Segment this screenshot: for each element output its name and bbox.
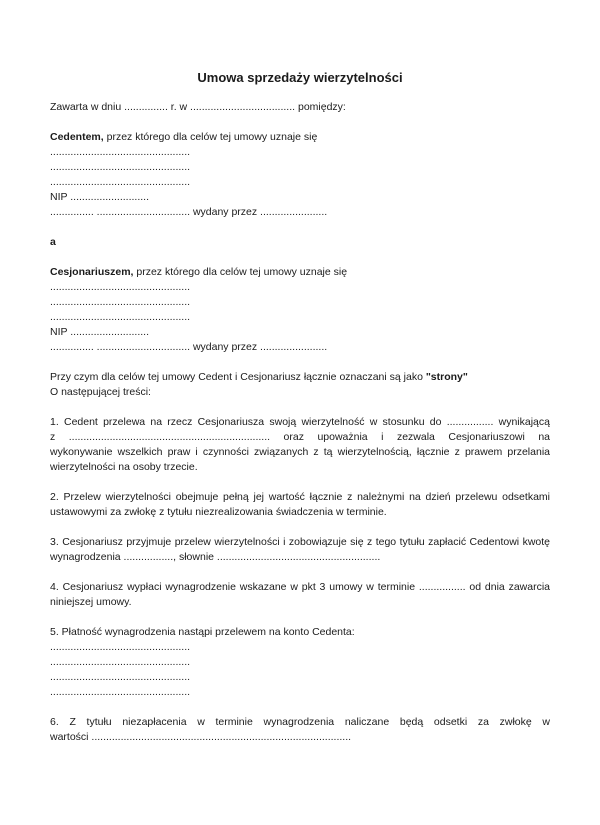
clause-3-line: 3. Cesjonariusz przyjmuje przelew wierzytelności i zobowiązuje się z tego tytułu zapłacić Cedentowi kwotę bbox=[50, 536, 550, 548]
cedent-label-rest: przez którego dla celów tej umowy uznaje się bbox=[103, 131, 318, 143]
clause-2 bbox=[50, 490, 550, 520]
clause-6-line: 6. Z tytułu niezapłacenia w terminie wynagrodzenia naliczane będą odsetki za zwłokę w bbox=[50, 716, 550, 728]
cedent-section bbox=[50, 130, 550, 220]
intro-line: Zawarta w dniu ............... r. w .................................... pomiędzy: bbox=[50, 101, 346, 113]
cesjonariusz-id-line: ............... ................................ wydany przez ....................... bbox=[50, 341, 328, 353]
clause-6 bbox=[50, 715, 550, 745]
cesjonariusz-label: Cesjonariuszem, bbox=[50, 266, 134, 278]
contract-content bbox=[50, 70, 550, 745]
parties-separator: a bbox=[50, 236, 56, 248]
clause-1-line: wierzytelności na osoby trzecie. bbox=[50, 461, 198, 473]
cesjonariusz-nip-line: NIP ........................... bbox=[50, 326, 149, 338]
clause-1 bbox=[50, 415, 550, 475]
cedent-fill-line: ................................................ bbox=[50, 146, 191, 158]
clause-2-line: ustawowymi za zwłokę z tytułu niezrealizowania świadczenia w terminie. bbox=[50, 506, 387, 518]
cedent-fill-line: ................................................ bbox=[50, 176, 191, 188]
clause-3 bbox=[50, 535, 550, 565]
clause-5-heading: 5. Płatność wynagrodzenia nastąpi przelewem na konto Cedenta: bbox=[50, 626, 355, 638]
joint-designation-line bbox=[50, 370, 550, 385]
account-fill-line: ................................................ bbox=[50, 671, 191, 683]
clause-1-line: z ..................................................................... oraz upoważnia i zezwala Cesjonariuszowi na bbox=[50, 431, 550, 443]
clause-4 bbox=[50, 580, 550, 610]
cesjonariusz-section bbox=[50, 265, 550, 355]
clause-5 bbox=[50, 625, 550, 700]
cedent-label: Cedentem, bbox=[50, 131, 104, 143]
joint-designation-strony: "strony" bbox=[425, 371, 468, 383]
clause-4-line: 4. Cesjonariusz wypłaci wynagrodzenie wskazane w pkt 3 umowy w terminie ................ od dnia zawarcia bbox=[50, 581, 550, 593]
cedent-fill-line: ................................................ bbox=[50, 161, 191, 173]
content-intro-line: O następującej treści: bbox=[50, 386, 151, 398]
document-title: Umowa sprzedaży wierzytelności bbox=[197, 70, 403, 85]
account-fill-line: ................................................ bbox=[50, 656, 191, 668]
cedent-nip-line: NIP ........................... bbox=[50, 191, 149, 203]
cesjonariusz-label-rest: przez którego dla celów tej umowy uznaje się bbox=[133, 266, 348, 278]
clause-6-line: wartości ......................................................................................... bbox=[50, 731, 352, 743]
clause-3-line: wynagrodzenia ................., słownie ........................................................ bbox=[50, 551, 381, 563]
cesjonariusz-fill-line: ................................................ bbox=[50, 281, 191, 293]
clause-1-line: 1. Cedent przelewa na rzecz Cesjonariusza swoją wierzytelność w stosunku do ................ wynikającą bbox=[50, 416, 550, 428]
cedent-label-line bbox=[50, 130, 550, 145]
preamble-section bbox=[50, 370, 550, 400]
cesjonariusz-fill-line: ................................................ bbox=[50, 311, 191, 323]
clause-4-line: niniejszej umowy. bbox=[50, 596, 132, 608]
clause-1-line: wykonywanie wszelkich praw i czynności związanych z tą wierzytelnością, łącznie z prawem przelania bbox=[50, 446, 550, 458]
cedent-id-line: ............... ................................ wydany przez ....................... bbox=[50, 206, 328, 218]
account-fill-line: ................................................ bbox=[50, 686, 191, 698]
cesjonariusz-fill-line: ................................................ bbox=[50, 296, 191, 308]
clause-2-line: 2. Przelew wierzytelności obejmuje pełną jej wartość łącznie z należnymi na dzień przelewu odsetkami bbox=[50, 491, 550, 503]
cesjonariusz-label-line bbox=[50, 265, 550, 280]
account-fill-line: ................................................ bbox=[50, 641, 191, 653]
joint-designation-text: Przy czym dla celów tej umowy Cedent i Cesjonariusz łącznie oznaczani są jako bbox=[50, 371, 426, 383]
